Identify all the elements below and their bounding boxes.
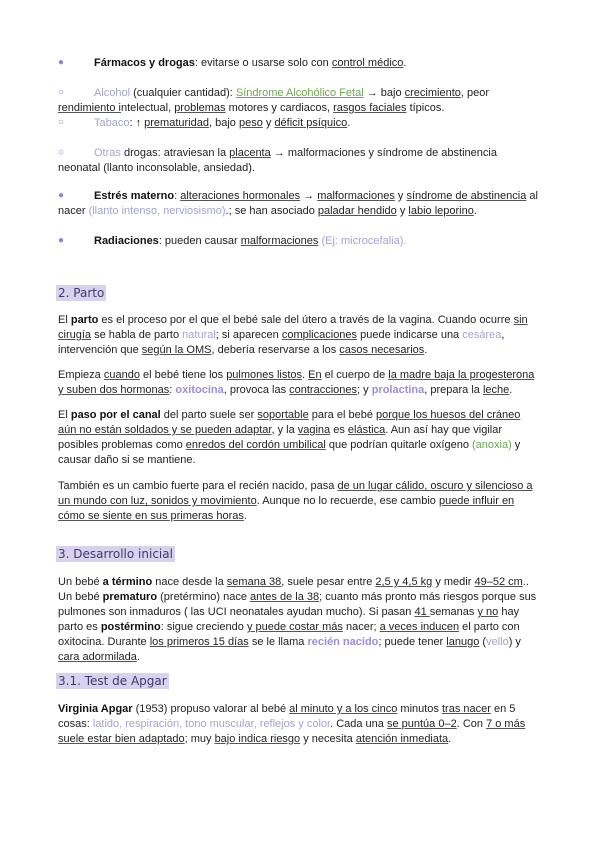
paragraph-line: El paso por el canal del parto suele ser soportable para el bebé porque los huesos del cráneo (58, 409, 521, 421)
paragraph-line: posibles problemas como enredos del cordón umbilical que podrían quitarle oxígeno (anoxia) y (58, 439, 521, 451)
paragraph-line: causar daño si se mantiene. (58, 454, 196, 466)
list-item-alcohol: Alcohol (cualquier cantidad): Síndrome Alcohólico Fetal → bajo crecimiento, peor (94, 87, 490, 99)
section-heading-desarrollo: 3. Desarrollo inicial (58, 547, 173, 561)
paragraph-line: Un bebé prematuro (pretérmino) nace antes de la 38; cuanto más pronto más riesgos porque sus (58, 591, 537, 603)
list-item-estres: Estrés materno: alteraciones hormonales → malformaciones y síndrome de abstinencia al (94, 190, 538, 202)
paragraph-line: cara adormilada. (58, 651, 140, 663)
paragraph-line: cirugía se habla de parto natural; si aparecen complicaciones puede indicarse una cesárea, (58, 329, 505, 341)
list-item-alcohol-cont: rendimiento intelectual, problemas motores y cardiacos, rasgos faciales típicos. (58, 102, 445, 114)
paragraph-line: oxitocina. Durante los primeros 15 días se le llama recién nacido; puede tener lanugo (vello) y (58, 636, 521, 648)
paragraph-line: Virginia Apgar (1953) propuso valorar al bebé al minuto y a los cinco minutos tras nacer en 5 (58, 703, 516, 715)
list-item-farmacos: Fármacos y drogas: evitarse o usarse solo con control médico. (94, 57, 407, 69)
paragraph-line: parto es postérmino: sigue creciendo y puede costar más nacer; a veces inducen el parto con (58, 621, 520, 633)
list-item-estres-cont: nacer (llanto intenso, nerviosismo).; se han asociado paladar hendido y labio leporino. (58, 205, 477, 217)
section-heading-apgar: 3.1. Test de Apgar (58, 674, 167, 688)
bullet-marker: ○ (58, 147, 65, 158)
bullet-marker: ○ (58, 87, 65, 98)
paragraph-line: Un bebé a término nace desde la semana 38, suele pesar entre 2,5 y 4,5 kg y medir 49–52 cm.. (58, 576, 529, 588)
list-item-radiaciones: Radiaciones: pueden causar malformaciones (Ej: microcefalia). (94, 235, 407, 247)
bullet-marker: ○ (58, 117, 65, 128)
paragraph-line: pulmones son inmaduros ( las UCI neonatales ayudan mucho). Si pasan 41 semanas y no hay (58, 606, 520, 618)
bullet-marker: ● (58, 57, 65, 68)
paragraph-line: intervención que según la OMS, debería reservarse a los casos necesarios. (58, 344, 428, 356)
paragraph-line: El parto es el proceso por el que el bebé sale del útero a través de la vagina. Cuando ocurre sin (58, 314, 528, 326)
paragraph-line: un mundo con luz, sonidos y movimiento. Aunque no lo recuerde, ese cambio puede influir en (58, 495, 515, 507)
paragraph-line: cómo se siente en sus primeras horas. (58, 510, 247, 522)
bold-term: Fármacos y drogas (94, 57, 195, 69)
section-heading-parto: 2. Parto (58, 286, 105, 300)
bullet-marker: ● (58, 190, 65, 201)
paragraph-line: suele estar bien adaptado; muy bajo indica riesgo y necesita atención inmediata. (58, 733, 452, 745)
paragraph-line: También es un cambio fuerte para el recién nacido, pasa de un lugar cálido, oscuro y silencioso a (58, 480, 533, 492)
list-item-otras-cont: neonatal (llanto inconsolable, ansiedad). (58, 162, 255, 174)
paragraph-line: y suben dos hormonas: oxitocina, provoca las contracciones; y prolactina, prepara la leche. (58, 384, 513, 396)
list-item-otras: Otras drogas: atraviesan la placenta → malformaciones y síndrome de abstinencia (94, 147, 497, 159)
bullet-marker: ● (58, 235, 65, 246)
list-item-tabaco: Tabaco: ↑ prematuridad, bajo peso y déficit psíquico. (94, 117, 351, 129)
paragraph-line: Empieza cuando el bebé tiene los pulmones listos. En el cuerpo de la madre baja la progesterona (58, 369, 535, 381)
paragraph-line: cosas: latido, respiración, tono muscular, reflejos y color. Cada una se puntúa 0–2. Con 7 o más (58, 718, 526, 730)
paragraph-line: aún no están soldados y se pueden adaptar, y la vagina es elástica. Aun así hay que vigilar (58, 424, 502, 436)
